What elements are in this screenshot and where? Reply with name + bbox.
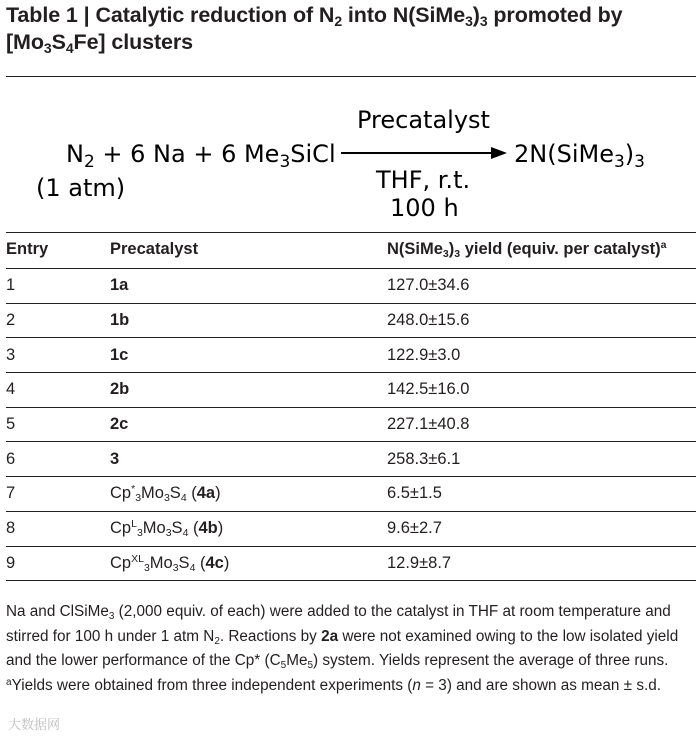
cell-yield: 6.5±1.5 (387, 477, 696, 512)
cell-precatalyst: 1b (110, 303, 387, 338)
cell-entry: 3 (6, 338, 110, 373)
cell-entry: 7 (6, 477, 110, 512)
scheme-product: $2N(SiMe_3)_3$ (514, 140, 645, 172)
cell-precatalyst: 1c (110, 338, 387, 373)
header-entry: Entry (6, 233, 110, 269)
cell-entry: 8 (6, 511, 110, 546)
cell-precatalyst: $Cp^L_3Mo_3S_4$ (4b) (110, 511, 387, 546)
cell-precatalyst: 2b (110, 373, 387, 408)
cell-yield: 127.0±34.6 (387, 269, 696, 304)
table-row (6, 338, 696, 373)
scheme-conditions: THF, r.t. (376, 166, 471, 194)
cell-precatalyst: 2c (110, 407, 387, 442)
header-yield: $N(SiMe_3)_3$ yield (equiv. per catalyst)$^a$ (387, 233, 696, 269)
cell-yield: 9.6±2.7 (387, 511, 696, 546)
table-row (6, 373, 696, 408)
table-row (6, 546, 696, 581)
cell-entry: 9 (6, 546, 110, 581)
reaction-arrow-icon (341, 144, 509, 162)
cell-precatalyst: $Cp^{XL}_3Mo_3S_4$ (4c) (110, 546, 387, 581)
cell-precatalyst: 1a (110, 269, 387, 304)
table-row (6, 407, 696, 442)
scheme-above-arrow: Precatalyst (357, 106, 490, 134)
cell-entry: 1 (6, 269, 110, 304)
scheme-reactants: $N_2 + 6$ Na + 6 $Me_3SiCl$ (66, 140, 336, 172)
scheme-pressure: (1 atm) (36, 174, 126, 202)
watermark: 大数据网 (8, 717, 61, 732)
table-row (6, 477, 696, 512)
cell-yield: 142.5±16.0 (387, 373, 696, 408)
title-rule (6, 76, 696, 77)
cell-yield: 248.0±15.6 (387, 303, 696, 338)
table-header-row (6, 233, 696, 269)
cell-entry: 4 (6, 373, 110, 408)
cell-entry: 6 (6, 442, 110, 477)
table-row (6, 303, 696, 338)
table-title: Table 1 | Catalytic reduction of $N_2$ into $N(SiMe_3)_3$ promoted by $[Mo_3S_4Fe]$ clusters (6, 3, 623, 56)
scheme-time: 100 h (390, 194, 459, 222)
cell-precatalyst: $Cp^*_3Mo_3S_4$ (4a) (110, 477, 387, 512)
cell-yield: 227.1±40.8 (387, 407, 696, 442)
cell-precatalyst: 3 (110, 442, 387, 477)
table-row (6, 442, 696, 477)
table-row (6, 511, 696, 546)
cell-entry: 5 (6, 407, 110, 442)
cell-yield: 258.3±6.1 (387, 442, 696, 477)
cell-yield: 12.9±8.7 (387, 546, 696, 581)
cell-yield: 122.9±3.0 (387, 338, 696, 373)
table-footnote: Na and ClSiMe$_3$ (2,000 equiv. of each) were added to the catalyst in THF at room temperature and stirred for 100 h under 1 atm $N_2$. Reactions by 2a were not examined owing to the low isolated yield and the lower performance of the Cp* $(C_5Me_5)$ system. Yields represent the average of three runs. $^a$Yields were obtained from three independent experiments (n = 3) and are shown as mean ± s.d. (6, 603, 679, 694)
header-precatalyst: Precatalyst (110, 233, 387, 269)
table-row (6, 269, 696, 304)
results-table (6, 233, 696, 581)
cell-entry: 2 (6, 303, 110, 338)
